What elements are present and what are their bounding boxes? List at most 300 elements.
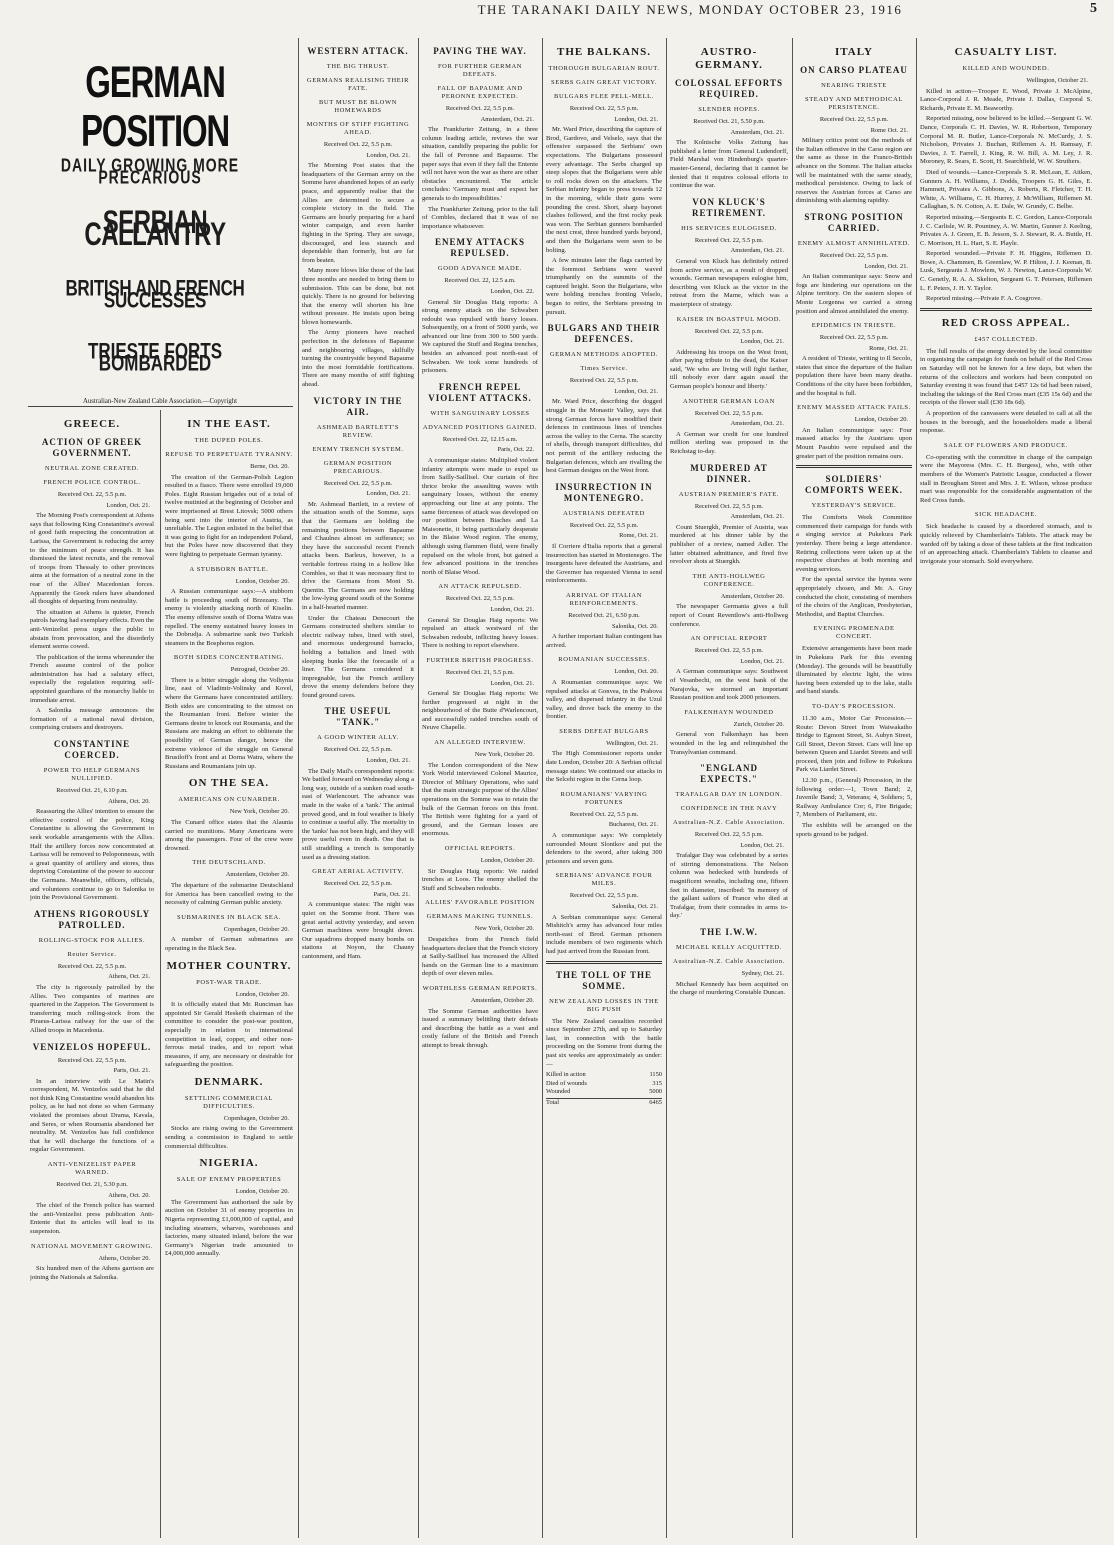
received-line: Received Oct. 22, 5.5 p.m. [323,479,393,487]
section-heading: "ENGLAND EXPECTS." [699,763,758,785]
column-western-attack [302,40,414,1540]
sub-heading: NEARING TRIESTE [821,82,887,89]
sub-heading: REFUSE TO PERPETUATE TYRANNY. [165,451,293,458]
article-paragraph: Sir Douglas Haig reports: We raided trenches at Loos. The enemy shelled the Stuff and Schwaben redoubts. [422,867,538,892]
dateline: Copenhagen, October 20. [223,925,289,933]
dateline: London, Oct. 21. [106,501,150,509]
sub-heading: THE DEUTSCHLAND. [192,859,266,867]
article-paragraph: Despatches from the French field headquarters declare that the French victory at Sailly-Saillisel has increased the Allied hands on the German line to a maximum depth of over eleven miles. [422,935,538,978]
section-heading: NATIONAL MOVEMENT GROWING. [31,1242,153,1250]
table-row [546,1098,662,1108]
sub-heading: SALE OF ENEMY PROPERTIES [176,1176,282,1184]
table-label: Died of wounds [546,1079,587,1087]
article-paragraph: Stocks are rising owing to the Government sending a commission to England to settle commercial difficulties. [165,1125,293,1150]
section-heading: MOTHER COUNTRY. [166,959,292,972]
sub-heading: WITH SANGUINARY LOSSES [430,409,530,417]
received-line: Received Oct. 21, 5.50 p.m. [693,118,765,125]
headline-daily: DAILY GROWING MORE PRECARIOUS [60,154,240,187]
dateline: Athens, October 20. [98,1254,150,1262]
sub-heading: GERMANS MAKING TUNNELS. [426,913,534,921]
article-paragraph: The publication of the terms whereunder the French assume control of the police administration has had a salutary effect, especially the regulation requiring self-appointed guardians of the monarchy liable to immediate arrest. [30,653,154,704]
received-line: Received Oct. 22, 5.5 p.m. [819,116,889,123]
article-paragraph: A Serbian communique says: General Mishitch's army has advanced four miles north-east of Brod. German prisoners include members of two regiments which had just arrived from the Russian front. [546,913,662,955]
sub-heading: EVENING PROMENADE CONCERT. [813,625,895,641]
sub-heading: FRENCH POLICE CONTROL. [43,479,141,486]
received-line: Received Oct. 22, 5.5 p.m. [819,334,889,342]
dateline: London, October 20. [235,1188,289,1196]
article-paragraph: The creation of the German-Polish Legion resulted in a fiasco. There were enrolled 19,000 Poles. Eight Russian brigades out of a total of twelve mutinied at the beginning of October and were imprisoned at Brest Litovsk; 5000 others being sent into the interior of Austria, as unreliable. The Legion enlisted in the belief that it was going to fight for an independent Poland, but the Poles have now discovered that they were fighting to perpetuate German tyranny. [165,473,293,558]
sub-heading: MICHAEL KELLY ACQUITTED. [676,944,782,952]
article-paragraph: A communique states: The night was quiet on the Somme front. There was great aerial activity yesterday, and seven German machines were brought down. Our squadrons dropped many bombs on stations at Noyon, the Chauny cantonment, and Ham. [302,901,414,960]
sub-heading: AN ATTACK REPULSED. [438,583,522,591]
received-line: Received Oct. 22, 5.5 p.m. [323,141,393,148]
section-heading: VENIZELOS HOPEFUL. [32,1041,152,1052]
section-heading: FRENCH REPEL VIOLENT ATTACKS. [428,381,532,403]
received-line: Received Oct. 22, 5.5 p.m. [445,105,515,112]
section-heading: ITALY [834,46,874,58]
article-paragraph: Co-operating with the committee in charge of the campaign were the Mayoress (Mrs. C. H. Burgess), who, with other members of the Women's Patriotic League, conducted a flower stall in Brougham Street and Mrs. J. E. Wilson, whose produce mart was responsible for the considerable augmentation of the Red Cross funds. [920,453,1092,504]
sub-heading: SETTLING COMMERCIAL DIFFICULTIES. [184,1094,274,1110]
dateline: New York, October 20. [229,808,289,816]
received-line: Received Oct. 22, 5.5 p.m. [694,327,764,335]
article-paragraph: The city is rigorously patrolled by the Allies. Two companies of marines are quartered in the Zappeion. The Government is transferring much rolling-stock from the Piraeus-Larissa railway for the use of the Allied troops in Macedonia. [30,983,154,1034]
dateline: Amsterdam, Oct. 21. [730,128,784,136]
table-row [546,1080,662,1089]
table-row [546,1071,662,1080]
dateline: Paris, Oct. 21. [373,890,410,898]
column-austro-germany [670,40,788,1540]
article-paragraph: Trafalgar Day was celebrated by a series of stirring demonstrations. The Nelson column was bedecked with hundreds of magnificent wreaths, including one, fifteen feet in diameter, inscribed: 'In memory of the gallant sailors of France who died at Trafalgar, from their comrades in arms to-day.' [670,852,788,920]
dateline: London, Oct. 21. [740,841,784,849]
section-heading: PAVING THE WAY. [433,46,527,56]
section-heading: SOLDIERS' COMFORTS WEEK. [804,474,904,496]
divider [28,406,293,407]
section-heading: MURDERED AT DINNER. [690,462,768,484]
dateline: Rome, Oct. 21. [869,344,908,352]
article-paragraph: The Frankfurter Zeitung, in a three column leading article, reviews the war situation, candidly preparing the public for the fall of Peronne and Bapaume. The paper says that even if they fall the Entente will not have won the war as there are other obstacles encountered. The article concludes: 'Germany must and expect her generals to do impossibilities.' [422,126,538,202]
section-heading: VON KLUCK'S RETIREMENT. [691,196,767,218]
dateline: Sydney, Oct. 21. [741,970,784,978]
dateline: New York, October 20. [474,925,534,933]
article-paragraph: Addressing his troops on the West front, after paying tribute to the dead, the Kaiser said, 'We who are living will fight farther, till nobody ever dare again assail the German people's honour and liberty.' [670,348,788,391]
received-line: Received Oct. 22, 5.5 p.m. [569,810,639,818]
article-paragraph: Mr. Ward Price, describing the capture of Brod, Gardovo, and Velselo, says that the offensive surpassed the Serbians' own expectations. The Bulgarians possessed every advantage. The Serbs charged up steep slopes that the Bulgarians were able to roll rocks down on the attackers. The Serbian infantry began to press towards 12 in the morning, while their guns were pounding the crest. Short, sharp bayonet clashes followed, and the first rocky peak was won. The Serbian gunners bombarded the next crest, three hundred yards beyond, and then the Bulgarians were seen to be bolting. [546,126,662,254]
dateline: London, Oct. 21. [366,757,410,765]
section-heading: STRONG POSITION CARRIED. [804,211,904,233]
sub-heading: SALE OF FLOWERS AND PRODUCE. [944,441,1068,449]
sub-heading: BULGARS FLEE PELL-MELL. [554,93,654,100]
sub-heading: FALL OF BAPAUME AND PERONNE EXPECTED. [437,85,523,100]
article-paragraph: Six hundred men of the Athens garrison are joining the Nationals at Salonika. [30,1265,154,1281]
dateline: London, Oct. 21. [740,338,784,346]
table-label: Killed in action [546,1071,586,1079]
sub-heading: AN ALLEGED INTERVIEW. [434,739,526,747]
dateline: Berne, Oct. 20. [250,463,289,470]
article-paragraph: Sick headache is caused by a disordered stomach, and is quickly relieved by Chamberlain's Tablets. The attack may be warded off by taking a dose of these tablets at the first indication of an approaching attack. Chamberlain's Tablets to cleanse and invigorate your stomach. Sold everywhere. [920,523,1092,565]
headline-serbian: SERBIAN CALLANTRY [84,204,226,253]
sub-heading: KAISER IN BOASTFUL MOOD. [676,315,782,323]
section-subheading: ON CARSO PLATEAU [800,65,908,75]
article-paragraph: The Comforts Week Committee commenced their campaign for funds with a singing service at Pukekura Park yesterday. There being a large attendance. Retiring collections were taken up at the respective churches at both morning and evening services. [796,514,912,573]
column-rule [542,38,543,1538]
received-line: Received Oct. 22, 12.15 a.m. [442,435,518,443]
headline-british: BRITISH AND FRENCH SUCCESSES [65,276,245,313]
received-line: Received Oct. 21, 5.30 p.m. [56,1181,128,1189]
article-paragraph: The Kolnische Volks Zeitung has published a letter from General Ludendorff, Field Marshal von Hindenburg's quarter-master-General, declaring that it cannot be denied that it requires colossal efforts to continue the war. [670,139,788,190]
sub-heading: AN OFFICIAL REPORT [690,635,768,643]
section-heading: ON THE SEA. [188,777,270,790]
sub-heading: KILLED AND WOUNDED. [962,65,1050,72]
article-paragraph: For the special service the hymns were appropriately chosen, and Mr. A. Gray conducted the choir, consisting of members of the choirs of the Anglican, Presbyterian, Methodist, and Baptist Churches. [796,576,912,618]
sub-heading: ARRIVAL OF ITALIAN REINFORCEMENTS. [566,591,642,607]
section-heading: RED CROSS APPEAL. [941,316,1071,329]
sub-heading: YESTERDAY'S SERVICE. [811,502,897,510]
article-paragraph: General von Kluck has definitely retired from active service, as a result of dropped wounds. German newspapers eulogise him, describing von Kluck as the victor in the retreat from the Marne, which was a masterpiece of strategy. [670,257,788,308]
article-paragraph: A number of German submarines are operating in the Black Sea. [165,936,293,952]
sub-heading: A GOOD WINTER ALLY. [317,734,399,742]
article-paragraph: Died of wounds.—Lance-Corporals S. R. McLean, E. Aitken, Gunners A. H. Williams, J. Dodds, Troopers G. H. Giles, E. Hammett, Privates A. Gibbons, A. Roberts, R. Fletcher, T. H. White, A. Williams, C. H. Hurrey, J. McWilliam, Riflemen M. Callaghan, S. N. Cotton, A. E. Dale, W. Grundy, C. Belbe. [920,168,1092,211]
column-in-the-east [165,412,293,1540]
article-paragraph: Many more blows like those of the last three months are needed to bring them to submission. This can be done, but not quickly. There is no ground for believing that the enemy will shorten his line without pressure. He insists upon being blown homewards. [302,267,414,326]
sub-heading: MONTHS OF STIFF FIGHTING AHEAD. [306,121,410,136]
table-value: 6465 [649,1098,662,1106]
sub-heading: ROLLING-STOCK FOR ALLIES. [38,936,146,944]
dateline: Athens, Oct. 21. [108,973,150,981]
dateline: London, Oct. 21. [614,115,658,123]
received-line: Received Oct. 21, 5.5 p.m. [445,668,515,676]
sub-heading: POWER TO HELP GERMANS NULLIFIED. [43,767,141,783]
sub-heading: Australian-N.Z. Cable Association. [673,819,785,827]
table-label: Total [546,1098,560,1106]
dateline: Amsterdam, October 20. [720,592,784,600]
sub-heading: FALKENHAYN WOUNDED [684,708,774,716]
dateline: London, Oct. 21. [864,262,908,270]
column-greece [30,412,154,1540]
table-value: 5000 [649,1088,662,1096]
sub-heading: BUT MUST BE BLOWN HOMEWARDS [318,99,398,114]
dateline: London, October 20. [235,577,289,585]
sub-heading: GOOD ADVANCE MADE. [437,265,523,273]
received-line: Received Oct. 22, 5.5 p.m. [819,251,889,259]
section-heading: NIGERIA. [199,1157,259,1170]
received-line: Received Oct. 22, 5.5 p.m. [694,502,764,510]
dateline: Amsterdam, Oct. 21. [730,247,784,255]
article-paragraph: A Roumanian communique says: We repulsed attacks at Gonvea, in the Prahova valley, and dispersed infantry in the Uzul valley, and drove back the enemy to the frontier. [546,678,662,721]
dateline: Paris, Oct. 21. [113,1067,150,1075]
received-line: Received Oct. 22, 5.5 p.m. [694,831,764,839]
article-paragraph: General von Falkenhayn has been wounded in the leg and relinquished the Transylvanian command. [670,731,788,756]
article-paragraph: The exhibits will be arranged on the sports ground to be judged. [796,822,912,838]
sub-heading: THE ANTI-HOLLWEG CONFERENCE. [692,572,766,588]
article-paragraph: The Morning Post states that the headquarters of the German army on the Somme have abandoned hopes of an early peace, and apparently realise that the Allies are determined to secure a complete victory in the field. The Germans are hourly preparing for a hard winter campaign, and even harder fighting in the Spring. They are savage, discouraged, and less staunch and dependable than formerly, but are far from beaten. [302,162,414,264]
sub-heading: ADVANCED POSITIONS GAINED. [422,423,538,431]
article-paragraph: General Sir Douglas Haig reports: We further progressed at night in the neighbourhood of the Butte d'Warlencourt, and successfully raided trenches south of Neuve Chapelle. [422,690,538,732]
dateline: Salonika, Oct. 21. [612,903,658,910]
sub-heading: FOR FURTHER GERMAN DEFEATS. [437,63,523,78]
article-paragraph: A German war credit for one hundred million sterling was proposed in the Reichstag to-day. [670,430,788,456]
article-paragraph: The situation at Athens is quieter, French patrols having had exemplary effects. Even the anti-Venizelist press urges the public to abstain from provocation, and the disorderly element seems cowed. [30,608,154,651]
article-paragraph: In an interview with Le Matin's correspondent, M. Venizelos said that he did not think King Constantine would abandon his policy, as he had not done so when Germany violated the promises about Drama, Kavala, and Seres, or when Roumania abandoned her neutrality. M. Venizelos has full confidence that he will discharge the functions of a regular Government. [30,1077,154,1154]
section-heading: CASUALTY LIST. [954,46,1058,58]
masthead: THE TARANAKI DAILY NEWS, MONDAY OCTOBER 23, 1916 [477,2,903,17]
sub-heading: AUSTRIAN PREMIER'S FATE. [678,490,780,498]
dateline: Athens, Oct. 20. [108,797,150,805]
dateline: London, Oct. 21. [366,490,410,498]
column-italy [796,40,912,1540]
article-paragraph: The full results of the energy devoted by the local committee in organising the campaign for funds on behalf of the Red Cross on Saturday will not be known for a few days, but when the returns of the collectors and workers had been computed on Saturday evening it was found that £457 12s 6d had been raised, including the takings of the Red Cross mart (£35 15s 6d) and the receipts of the flower stall (£30 18s 6d). [920,347,1092,407]
sub-heading: HIS SERVICES EULOGISED. [681,224,777,232]
article-paragraph: Mr. Ward Price, describing the dogged struggle in the Monastir Valley, says that strong German forces have modified their defences in continuous lines of trenches across the valley to the Cerna. The scarcity of shells, through transport difficulties, did not permit of the artillery reducing the Bulgarian defences, which are rivalling the best German designs on the West front. [546,398,662,475]
article-paragraph: The newspaper Germania gives a full report of Count Reventlow's anti-Hollweg conference. [670,603,788,628]
article-paragraph: A further important Italian contingent has arrived. [546,633,662,649]
sub-heading: AMERICANS ON CUNARDER. [178,796,280,804]
sub-heading: TO-DAY'S PROCESSION. [812,702,896,710]
dateline: London, Oct. 21. [490,605,534,613]
sub-heading: ASHMEAD BARTLETT'S REVIEW. [316,423,400,439]
received-line: Received Oct. 21, 6.50 p.m. [568,611,640,619]
received-line: Received Oct. 22, 5.5 p.m. [323,746,393,754]
article-paragraph: Extensive arrangements have been made in Pukekura Park for this evening (Monday). The grounds will be beautifully illuminated by electric light, the wires having been extended up to the lake, stalls and band stands. [796,645,912,696]
article-paragraph: A communique states: Multiplied violent infantry attempts were made to expel us from Sailly-Saillisel. Our curtain of fire thrice broke the assaulting waves with sanguinary losses, without the enemy approaching our line at any points. The same fierceness of attack was developed on our position between Biaches and La Maisonette, it being particularly desperate in the Blaise Wood region. The enemy, although using flammen fluid, were finally repulsed on the whole front, but gained a few advanced positions in the trenches north of Blaise Wood. [422,457,538,576]
column-rule [418,38,419,1538]
article-paragraph: The chief of the French police has warned the anti-Venizelist press publication Anti-Entente that its articles will lead to its suspension. [30,1202,154,1235]
table-value: 1150 [649,1071,662,1079]
dateline: Amsterdam, October 20. [470,996,534,1004]
article-paragraph: Mr. Ashmead Bartlett, in a review of the situation south of the Somme, says that the Germans are holding the remaining positions between Bapaume and Chaulnes almost on sufferance; so they have the successful recent French attacks been. Barleux, however, is a veritable fortress rising in a hollow like Combles, so that it was necessary first to drive the Germans from Mont St. Quentin. The Germans are now holding the low-lying ground south of the Somme in a half-hearted manner. [302,500,414,611]
dateline: Amsterdam, Oct. 21. [730,513,784,521]
received-line: Received Oct. 22, 5.5 p.m. [57,1056,127,1064]
received-line: Received Oct. 22, 12.5 a.m. [444,277,516,285]
article-paragraph: The Army pioneers have reached perfection in the defences of Bapaume and neighbouring villages, skilfully turning the countryside beyond Bapaume into the most formidable fortifications. There are many months of stiff fighting ahead. [302,329,414,389]
received-line: Received Oct. 22, 5.5 p.m. [323,880,393,888]
sub-heading: EPIDEMICS IN TRIESTE. [811,322,897,330]
divider [546,961,662,964]
table-label: Wounded [546,1088,571,1096]
received-line: Received Oct. 22, 5.5 p.m. [694,409,764,417]
dateline: London, October 20. [854,416,908,424]
dateline: Salonika, Oct. 20. [612,622,658,630]
dateline: Petrograd, October 20. [230,666,289,674]
dateline: Rome Oct. 21. [870,126,908,134]
sub-heading: ANOTHER GERMAN LOAN [683,397,775,405]
article-paragraph: Reported wounded.—Private F. H. Higgins, Riflemen D. Bowe, A. Chammen, B. Greenlaw, W. P. Hilton, J. J. Keenan, B. Lusk, Sergeants J. Mowlem, W. J. Newton, Lance-Corporals W. C. Genetly, R. A. A. Skelton, Sergeant G. T. Petersen, Riflemen L. F. Peters, J. H. Y. Taylor. [920,250,1092,292]
dateline: London, Oct. 21. [614,387,658,395]
article-paragraph: A few minutes later the flags carried by the foremost Serbians were waved triumphantly on the summits of the captured height. Soon the Bulgarians, who were holding trenches fronting Velselo, began to retire, the Serbians pressing in pursuit. [546,257,662,316]
article-paragraph: General Sir Douglas Haig reports: We repulsed an attack westward of the Schwaben redoubt, inflicting heavy losses. There is nothing to report elsewhere. [422,616,538,650]
dateline: Bucharest, Oct. 21. [608,821,658,829]
sub-heading: BOTH SIDES CONCENTRATING. [173,654,285,662]
section-heading: AUSTRO-GERMANY. [695,46,763,71]
headline-german-position: GERMAN POSITION [80,56,230,156]
article-paragraph: The departure of the submarine Deutschland for America has been cancelled owing to the necessity of calming German public anxiety. [165,881,293,907]
sub-heading: GERMANS REALISING THEIR FATE. [306,77,410,92]
sub-heading: THE DUPED POLES. [194,437,264,444]
article-paragraph: Reported missing, now believed to be killed.—Sergeant G. W. Dance, Corporals C. H. Davies, W. R. Robertson, Temporary Corporal M. R. Butler, Lance-Corporals N. McCurdy, J. S. Nicholson, Privates J. Buchan, Riflemen A. H. Ramsay, F. Davies, J. T. Farrell, J. King, R. W. Bill, A. M. Ley, J. R. Moroney, R. Sears, E. Scott, H. Searchfield, W. W. Struthers. [920,115,1092,166]
dateline: Amsterdam, Oct. 21. [480,115,534,123]
article-paragraph: Military critics point out the methods of the Italian offensive in the Carso region are the same as those in the Franco-British advance on the Somme. The Italian attacks will be maintained with the same steady, methodical persistence. Owing to lack of reserves the Austrian forces at Carso are diminishing with alarming rapidity. [796,137,912,205]
dateline: Zurich, October 20. [733,720,784,728]
sub-heading: Australian-N.Z. Cable Association. [673,958,785,966]
sub-heading: ENEMY ALMOST ANNIHILATED. [797,239,911,247]
sub-heading: £457 COLLECTED. [974,335,1038,343]
section-heading: THE USEFUL "TANK." [324,706,392,728]
dateline: Copenhagen, October 20. [223,1114,289,1122]
article-paragraph: Reassuring the Allies' intention to ensure the effective control of the police, King Constantine is allowing the Government to seek workable arrangements with the Allies. Half the artillery forces now concentrated at Larissa will be removed to Peloponnesus, with a great quantity of artillery and stores, thus depriving Constantine of the power to succour the Germans. Meanwhile, officers, officials, and volunteers continue to go to Salonika to join the Provisional Government. [30,808,154,902]
section-heading: CONSTANTINE COERCED. [53,739,131,761]
section-heading: THE BALKANS. [557,46,651,58]
table-value: 315 [652,1079,662,1087]
section-heading: ANTI-VENIZELIST PAPER WARNED. [47,1161,137,1177]
article-paragraph: The High Commissioner reports under date London, October 20: A Serbian official message states: We continued our attacks in the Selcehi region in the Cerna loop. [546,750,662,784]
column-rule [160,410,161,1538]
sub-heading: ENEMY TRENCH SYSTEM. [312,445,404,453]
dateline: London, Oct. 22. [490,287,534,295]
dateline: London, October 20. [235,990,289,998]
article-paragraph: The Government has authorised the sale by auction on October 31 of enemy properties in Nigeria representing £1,000,000 of capital, and including steamers, wharves, warehouses and factories, many situated inland, before the war Germany's Nigerian trade amounted to £4,000,000 annually. [165,1198,293,1258]
sub-heading: NEW ZEALAND LOSSES IN THE BIG PUSH [549,997,659,1013]
dateline: London, Oct. 21. [740,657,784,665]
dateline: New York, October 20. [474,751,534,759]
dateline: Amsterdam, Oct. 21. [730,420,784,428]
section-heading: DENMARK. [194,1075,264,1088]
section-heading: GREECE. [63,418,121,430]
sub-heading: ROUMANIAN SUCCESSES. [558,656,650,664]
article-paragraph: Il Corriere d'Italia reports that a general insurrection has started in Montenegro. The insurgents have defeated the Austrians, and the Governor has requested Vienna to send reinforcements. [546,542,662,585]
article-paragraph: A resident of Trieste, writing to Il Secolo, states that since the departure of the Italian population there have been many deaths. Conditions of the city have been forbidden, and the hospital is full. [796,355,912,397]
dateline: Wellington, October 21. [1026,77,1088,84]
article-paragraph: Killed in action—Trooper E. Wood, Private J. McAlpine, Lance-Corporal J. R. Meade, Private J. Dallas, Corporal S. Richards, Private E. M. Beaworthy. [920,87,1092,112]
article-paragraph: Reported missing.—Sergeants E. C. Gordon, Lance-Corporals J. C. Carlisle, W. R. Pountney, A. W. Martin, Gunner J. Keeling, Privates A. J. Green, E. B. Jesson, S. J. Stewart, R. A. Buttle, H. C. Morrison, H. L. Hart, S. E. Playle. [920,213,1092,247]
column-casualty-list [920,40,1092,1540]
sub-heading: THOROUGH BULGARIAN ROUT. [548,65,660,72]
sub-heading: TRAFALGAR DAY IN LONDON. [675,791,783,799]
cable-credit: Australian-New Zealand Cable Association.—Copyright [82,398,238,405]
received-line: Received Oct. 22, 5.5 p.m. [569,105,639,112]
article-paragraph: An Italian communique says: Snow and fogs are hindering our operations on the Alpine territory. On the eastern slopes of Monte Lorgenna we carried a strong position and almost annihilated the enemy. [796,273,912,315]
section-heading: ATHENS RIGOROUSLY PATROLLED. [33,908,151,930]
article-paragraph: The Frankfurter Zeitung, prior to the fall of Combles, declared that it was of no importance whatsoever. [422,205,538,230]
sub-heading: WORTHLESS GERMAN REPORTS. [422,984,538,992]
article-paragraph: A Russian communique says:—A stubborn battle is proceeding south of Brzezany. The enemy is violently attacking north of Kiselin. The enemy offensive south of Dorna Watra was repelled. The enemy sustained heavy losses in the Dobrudja. A submarine sank two Turkish steamers in the Bosphorus region. [165,588,293,647]
article-paragraph: It is officially stated that Mr. Runciman has appointed Sir Gerald Hesketh chairman of the committee to consider the post-war position, especially in relation to international competition in lead, copper, and other non-ferrous metal trades, and to report what measures, if any, are necessary or desirable for safeguarding the position. [165,1001,293,1069]
section-heading: VICTORY IN THE AIR. [313,395,403,417]
received-line: Received Oct. 22, 5.5 p.m. [569,892,639,900]
page-number: 5 [1090,1,1097,16]
received-line: Received Oct. 22, 5.5 p.m. [569,521,639,529]
article-paragraph: General Sir Douglas Haig reports: A strong enemy attack on the Schwaben redoubt was repulsed with heavy losses. Subsequently, on a front of 5000 yards, we advanced our line from 300 to 500 yards. We captured the Stuff and Regina trenches, besides an advanced post north-east of Schwaben. We took some hundreds of prisoners. [422,298,538,375]
sub-heading: STEADY AND METHODICAL PERSISTENCE. [805,96,903,111]
article-paragraph: Count Stuergkh, Premier of Austria, was murdered at his dinner table by the publisher of a review, named Adler. The latter obtained admittance, and fired five revolver shots at Stuergkh. [670,523,788,566]
sub-heading: ROUMANIANS' VARYING FORTUNES [560,790,648,806]
section-heading: THE I.W.W. [700,927,758,938]
sub-heading: ALLIES' FAVORABLE POSITION [425,899,535,907]
section-heading: WESTERN ATTACK. [307,46,409,56]
article-paragraph: The Daily Mail's correspondent reports: We battled forward on Wednesday along a long way, outside of a sunken road south-east of Warlencourt. The advance was made in the wake of a 'tank.' The animal proved good, and in foul weather is likely to continue a useful ally. The mortality in the 'tanks' has not been high, and they will prove useful even in death. One that is still straddling a trench is temporarily used as a dressing station. [302,767,414,861]
dateline: Athens, Oct. 20. [108,1191,150,1199]
received-line: Received Oct. 22, 5.5 p.m. [57,962,127,970]
received-line: Received Oct. 22, 5.5 p.m. [694,236,764,244]
article-paragraph: Michael Kennedy has been acquitted on the charge of murdering Constable Duncan. [670,980,788,997]
article-paragraph: Under the Chateau Denecourt the Germans constructed shelters similar to electric railway tubes, lined with steel, and enormous underground barracks, holding a battalion and lined with sleeping bunks like the forecastle of a liner. The Germans considered it impregnable, but the French artillery drove the enemy defenders before they found ground caves. [302,614,414,699]
article-paragraph: 11.30 a.m., Motor Car Procession.—Route: Devon Street from Waiwakaiho Bridge to Egmont Street, St. Aubyn Street, Gill Street, Devon Street. Cars will line up between Queen and Liardet Streets and will proceed, then join and follow to Pukekura Park via Liardet Street. [796,714,912,774]
column-rule [792,38,793,1538]
section-heading: ENEMY ATTACKS REPULSED. [434,237,526,259]
article-paragraph: A German communique says: Southwest of Vesanbechi, on the west bank of the Narajovka, we stormed an important Russian position and took 2000 prisoners. [670,668,788,702]
section-heading: BULGARS AND THEIR DEFENCES. [547,323,661,345]
sub-heading: A STUBBORN BATTLE. [189,565,269,573]
column-rule [298,38,299,1538]
received-line: Received Oct. 22, 5.5 p.m. [445,595,515,603]
sub-heading: Times Service. [580,365,628,373]
article-paragraph: A communique says: We completely surrounded Mount Slonikov and put the defenders to the sword, after taking 300 prisoners and seven guns. [546,832,662,865]
article-paragraph: A Salonika message announces the formation of a national naval division, comprising cruisers and destroyers. [30,707,154,732]
column-rule [916,38,917,1538]
sub-heading: ENEMY MASSED ATTACK FAILS. [797,404,911,412]
article-paragraph: The Somme German authorities have issued a summary belittling their defeats and describing the battle as a vast and costly failure of the British and French attempt to break through. [422,1007,538,1049]
column-rule [666,38,667,1538]
section-subheading: ACTION OF GREEK GOVERNMENT. [41,437,143,458]
sub-heading: SERBS DEFEAT BULGARS [559,727,649,735]
dateline: London, Oct. 20. [614,668,658,676]
sub-heading: Reuter Service. [67,950,117,958]
received-line: Received Oct. 22, 5.5 p.m. [569,377,639,385]
column-paving-the-way [422,40,538,1540]
dateline: London, Oct. 21. [366,151,410,159]
article-paragraph: An Italian communique says: Four massed attacks by the Austrians upon Mount Pasubio were repulsed and the greater part of the position remains ours. [796,426,912,460]
article-paragraph: A proportion of the canvassers were detailed to call at all the houses in the borough, and the householders made a liberal response. [920,410,1092,435]
received-line: Received Oct. 22, 5.5 p.m. [57,491,127,498]
sub-heading: SERBIANS' ADVANCE FOUR MILES. [555,872,653,888]
section-heading: INSURRECTION IN MONTENEGRO. [555,481,653,503]
sub-heading: SERBS GAIN GREAT VICTORY. [551,79,657,86]
sub-heading: OFFICIAL REPORTS. [444,845,516,852]
article-paragraph: The New Zealand casualties recorded since September 27th, and up to Saturday last, in connection with the battle proceeding on the Somme front during the past six weeks are approximately as under:— [546,1017,662,1068]
article-paragraph: There is a bitter struggle along the Volhynia line, east of Vladimir-Volinsky and Kovel, where the Germans have concentrated artillery. Both sides are concentrating to the utmost on the Roumanian front. Before winter the Germans desire to knock out Roumania, and the Russians are making an effort to obliterate the possibility of German danger, hence the extreme violence of the struggle on General Brusiloff's front and at Dorna Watra, where the Russians and Roumanians join up. [165,676,293,770]
section-subheading: COLOSSAL EFFORTS REQUIRED. [675,78,783,99]
received-line: Received Oct. 21, 6.10 p.m. [56,787,128,795]
sub-heading: GERMAN METHODS ADOPTED. [549,351,659,359]
sub-heading: SUBMARINES IN BLACK SEA. [177,913,281,921]
sub-heading: POST-WAR TRADE. [196,978,262,986]
sub-heading: FURTHER BRITISH PROGRESS. [426,656,534,664]
dateline: Rome, Oct. 21. [619,532,658,540]
article-paragraph: Reported missing.—Private F. A. Cosgrove. [926,295,1042,303]
article-paragraph: The London correspondent of the New York World interviewed Colonel Maurice, Director of Military Operations, who said that the main strategic purpose of the Allies' operations on the Somme was to retain the bulk of the German forces on this front. The British were fighting for a yard of ground, and the German losses are enormous. [422,761,538,838]
column-balkans [546,40,662,1540]
article-paragraph: The Morning Post's correspondent at Athens says that following King Constantine's avowal of good faith respecting the concentration at Larissa, the Government is reducing the army to the minimum of peace strength. It has dismissed the latest recruits, and the removal of troops from Thessaly to other provinces aims at the formation of a neutral zone in the rear of the Allies' Macedonian forces. Apparently the Greek rulers have abandoned all thoughts of departing from neutrality. [30,512,154,606]
sub-heading: SICK HEADACHE. [974,511,1038,519]
sub-heading: CONFIDENCE IN THE NAVY [680,805,778,813]
article-paragraph: 12.30 p.m., (General) Procession, in the following order:—1, Town Band; 2, Juvenile Band; 3, Veterans; 4, Soldiers; 5, Railway Ambulance Cor; 6, Fire Brigade; 7, Members of Parliament, etc. [796,777,912,819]
dateline: London, October 20. [480,857,534,864]
dateline: Paris, Oct. 22. [497,446,534,454]
article-paragraph: The Cunard office states that the Alaunia carried no munitions. Many Americans were among the passengers. Four of the crew were drowned. [165,819,293,852]
table-row [546,1088,662,1097]
section-heading: IN THE EAST. [187,418,271,430]
dateline: London, Oct. 21. [490,679,534,687]
divider [920,308,1092,311]
section-heading: THE TOLL OF THE SOMME. [556,969,652,991]
headline-trieste: TRIESTE FORTS BOMBARDED [87,339,223,376]
sub-heading: NEUTRAL ZONE CREATED. [44,465,140,472]
received-line: Received Oct. 22, 5.5 p.m. [694,647,764,655]
dateline: Amsterdam, October 20. [225,871,289,879]
dateline: Wellington, Oct. 21. [606,739,658,747]
sub-heading: AUSTRIANS DEFEATED [563,509,645,517]
sub-heading: GERMAN POSITION PRECARIOUS. [323,459,393,475]
sub-heading: THE BIG THRUST. [326,63,390,70]
divider [796,465,912,468]
